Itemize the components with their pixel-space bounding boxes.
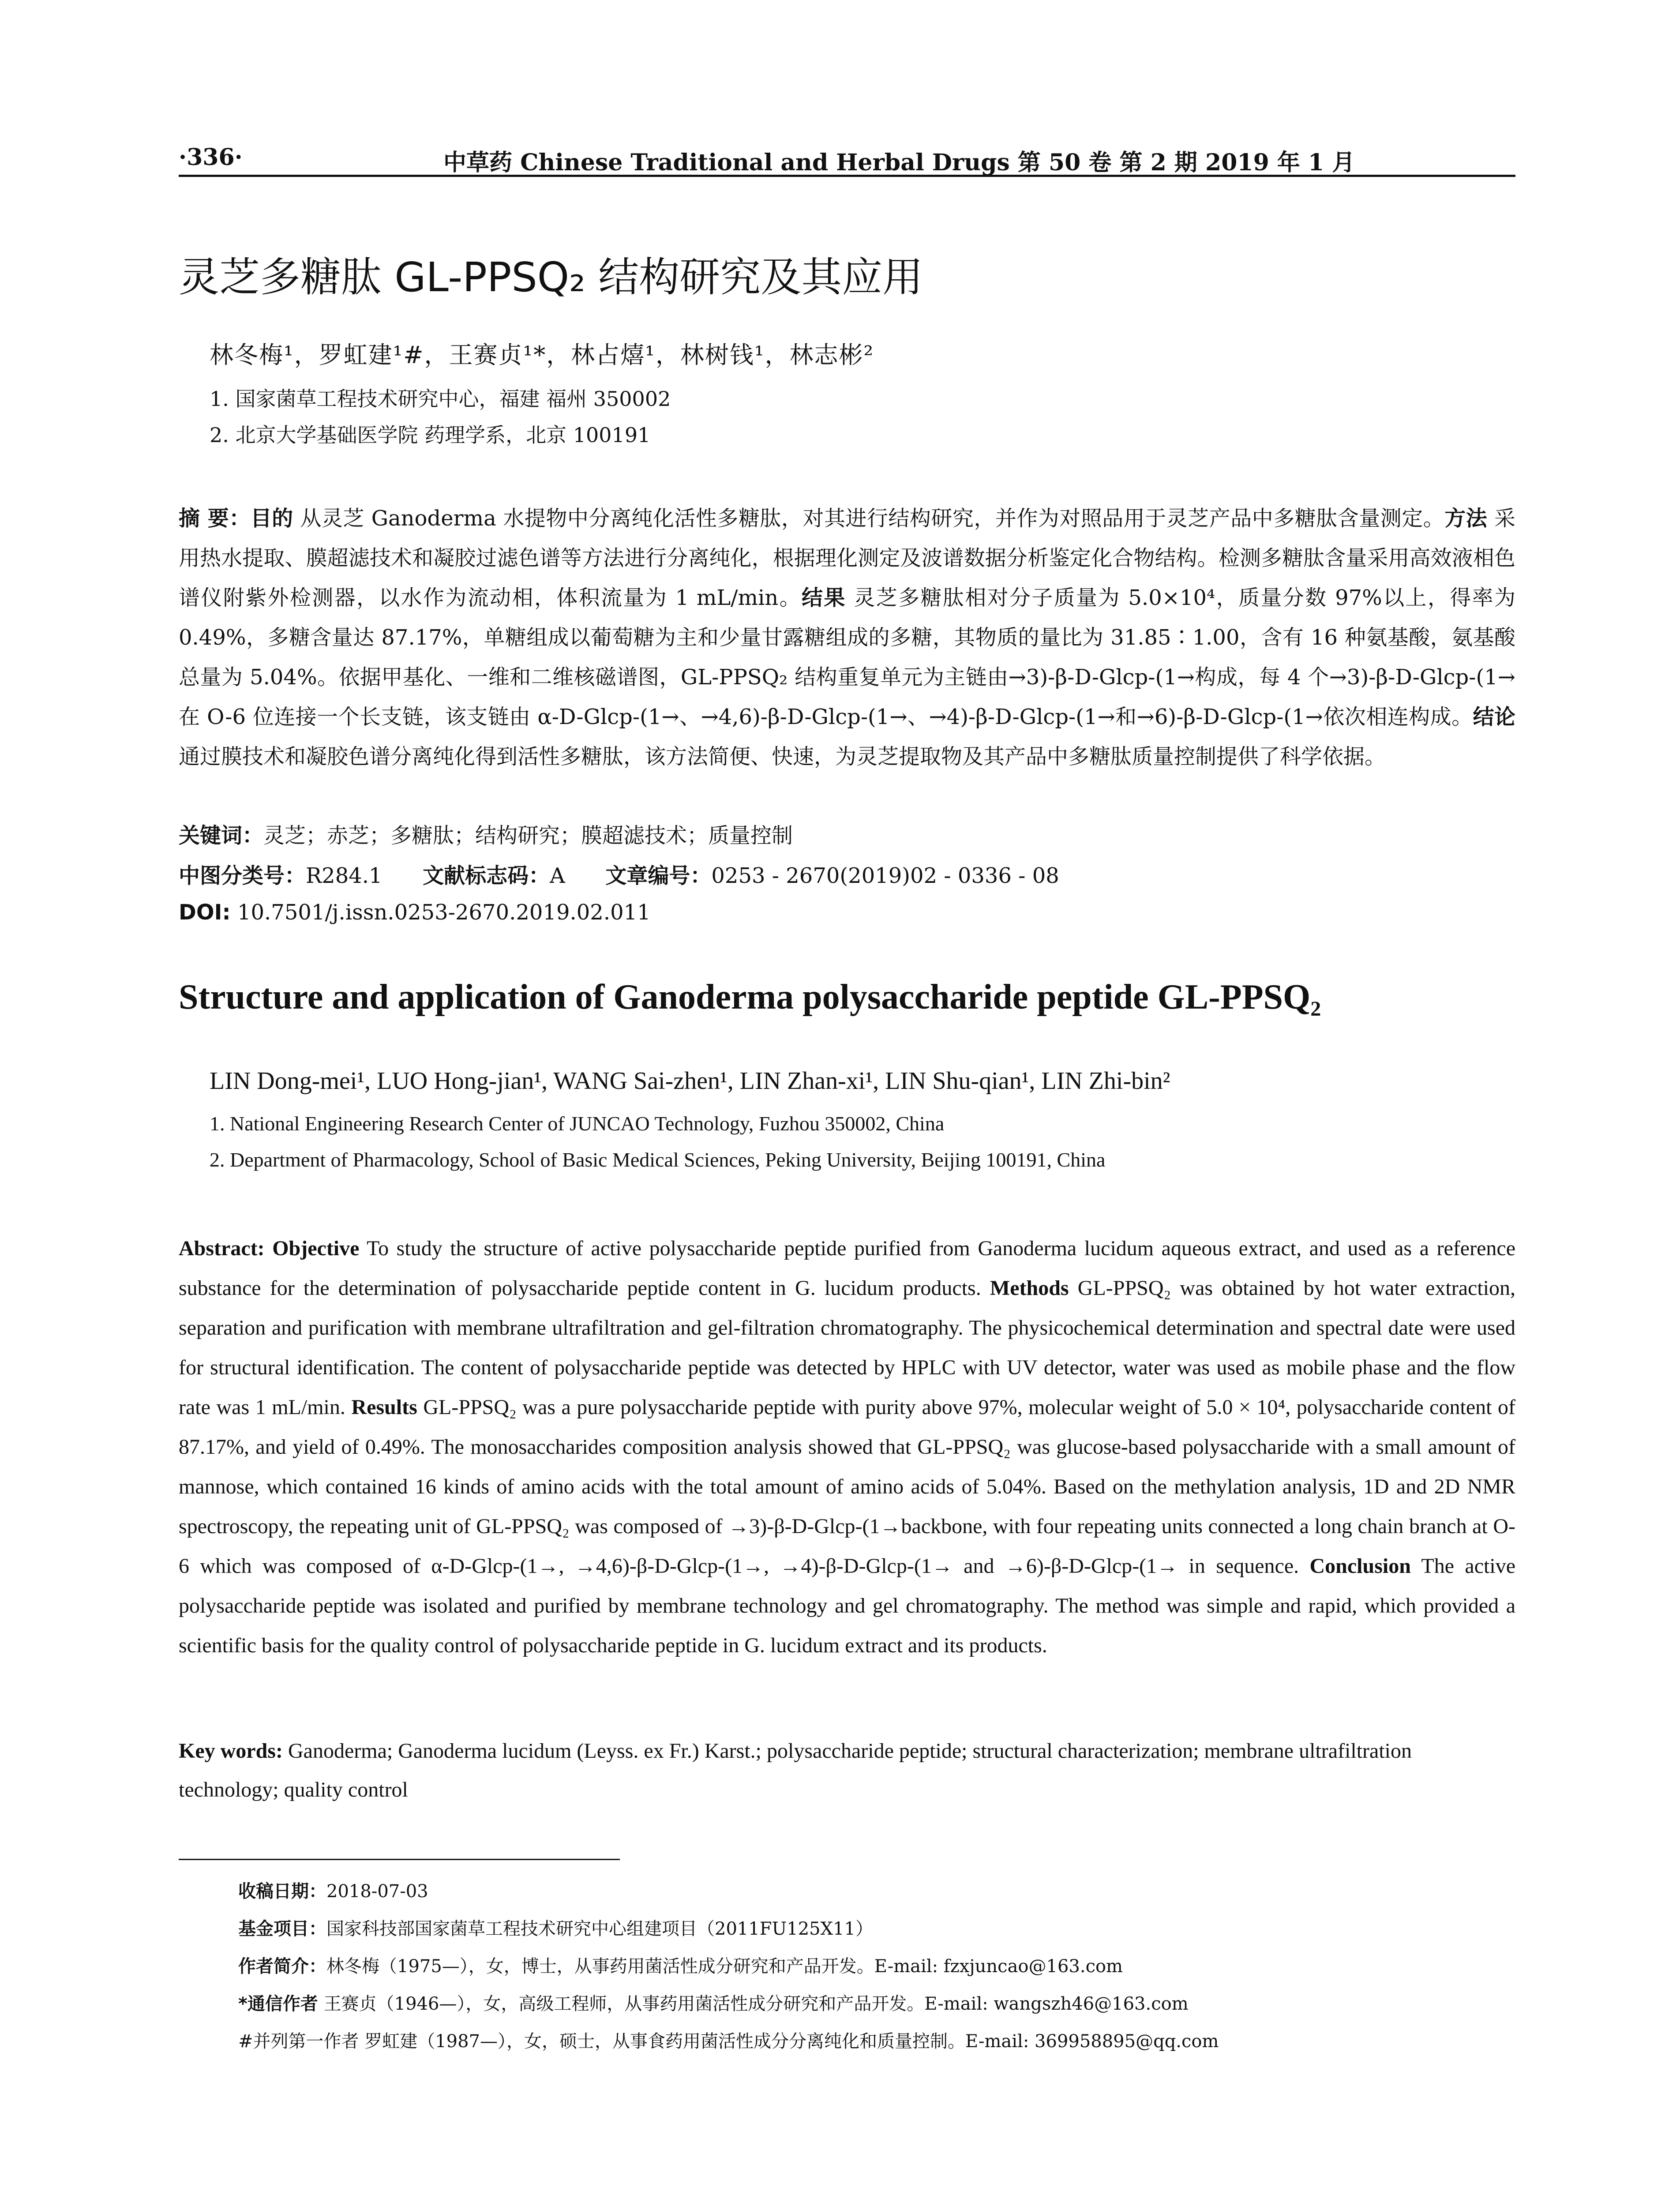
title-english: Structure and application of Ganoderma polysaccharide peptide GL-PPSQ₂ <box>179 978 1321 1017</box>
footnote-label: 基金项目： <box>238 1919 326 1939</box>
article-no-value: 0253 - 2670(2019)02 - 0336 - 08 <box>711 863 1059 888</box>
keywords-chinese <box>179 818 1515 849</box>
footnote-label: 收稿日期： <box>238 1881 326 1902</box>
conclusion-en-label: Conclusion <box>1309 1554 1411 1578</box>
footnote-label: 作者简介： <box>238 1956 326 1977</box>
conclusion-en-text: The active polysaccharide peptide was isolated and purified by membrane technology and gel chromatography. The method was simple and rapid, which provided a scientific basis for the quality control of polysaccharide peptide in G. lucidum extract and its products. <box>179 1554 1516 1657</box>
authors-chinese: 林冬梅¹，罗虹建¹#，王赛贞¹*，林占熺¹，林树钱¹，林志彬² <box>210 341 874 369</box>
affiliation-en-1: 1. National Engineering Research Center of JUNCAO Technology, Fuzhou 350002, China <box>210 1112 945 1135</box>
running-header <box>179 140 1515 177</box>
methods-label: 方法 <box>1444 506 1488 531</box>
footnote-received <box>238 1877 428 1902</box>
methods-en-label: Methods <box>990 1276 1069 1300</box>
footnote-corresponding <box>238 1990 1189 2015</box>
results-en-label: Results <box>351 1396 417 1419</box>
abstract-label: 摘 要： <box>179 506 251 531</box>
doc-code-value: A <box>550 863 565 888</box>
footnote-text: 罗虹建（1987—），女，硕士，从事食药用菌活性成分分离纯化和质量控制。E-mail: 369958895@qq.com <box>364 2031 1219 2052</box>
abstract-en-label: Abstract: <box>179 1237 265 1260</box>
doi-value: 10.7501/j.issn.0253-2670.2019.02.011 <box>237 900 651 925</box>
footnote-text: 2018-07-03 <box>326 1881 428 1902</box>
footnote-label: #并列第一作者 <box>238 2031 359 2052</box>
doc-code-label: 文献标志码： <box>423 863 550 888</box>
page-number: ·336· <box>179 144 243 171</box>
methods-en-text: GL-PPSQ₂ was obtained by hot water extraction, separation and purification with membrane ultrafiltration and gel-filtration chromatography. The physicochemical determination and spectral date were used for structural identification. The content of polysaccharide peptide was detected by HPLC with UV detector, water was used as mobile phase and the flow rate was 1 mL/min. <box>179 1276 1516 1419</box>
keywords-en-text: Ganoderma; Ganoderma lucidum (Leyss. ex Fr.) Karst.; polysaccharide peptide; structural characterization; membrane ultrafiltration technology; quality control <box>179 1739 1412 1801</box>
results-label: 结果 <box>801 585 846 610</box>
journal-info: 中草药 Chinese Traditional and Herbal Drugs 第 50 卷 第 2 期 2019 年 1 月 <box>443 149 1355 176</box>
footnote-author-bio <box>238 1952 1123 1977</box>
affiliation-en-2: 2. Department of Pharmacology, School of Basic Medical Sciences, Peking University, Beijing 100191, China <box>210 1148 1106 1171</box>
classification-line <box>179 859 1515 889</box>
article-no-label: 文章编号： <box>605 863 712 888</box>
methods-text: 采用热水提取、膜超滤技术和凝胶过滤色谱等方法进行分离纯化，根据理化测定及波谱数据分析鉴定化合物结构。检测多糖肽含量采用高效液相色谱仪附紫外检测器，以水作为流动相，体积流量为 1 mL/min。 <box>179 506 1515 610</box>
footnote-funding <box>238 1915 873 1940</box>
affiliation-cn-1: 1. 国家菌草工程技术研究中心，福建 福州 350002 <box>210 387 671 411</box>
objective-en-text: To study the structure of active polysaccharide peptide purified from Ganoderma lucidum aqueous extract, and used as a reference substance for the determination of polysaccharide peptide content in G. lucidum products. <box>179 1237 1516 1300</box>
footnote-cofirst <box>238 2027 1219 2052</box>
conclusion-text: 通过膜技术和凝胶色谱分离纯化得到活性多糖肽，该方法简便、快速，为灵芝提取物及其产品中多糖肽质量控制提供了科学依据。 <box>179 744 1386 769</box>
footnote-label: *通信作者 <box>238 1994 318 2014</box>
clc-value: R284.1 <box>306 863 382 888</box>
affiliation-cn-2: 2. 北京大学基础医学院 药理学系，北京 100191 <box>210 423 651 447</box>
objective-en-label: Objective <box>272 1237 360 1260</box>
abstract-english <box>179 1229 1515 1666</box>
footnote-text: 王赛贞（1946—），女，高级工程师，从事药用菌活性成分研究和产品开发。E-mail: wangszh46@163.com <box>323 1994 1189 2014</box>
keywords-en-label: Key words: <box>179 1739 283 1763</box>
title-chinese: 灵芝多糖肽 GL-PPSQ₂ 结构研究及其应用 <box>179 254 923 301</box>
objective-label: 目的 <box>250 506 293 531</box>
objective-text: 从灵芝 Ganoderma 水提物中分离纯化活性多糖肽，对其进行结构研究，并作为对照品用于灵芝产品中多糖肽含量测定。 <box>300 506 1445 531</box>
keywords-text: 灵芝；赤芝；多糖肽；结构研究；膜超滤技术；质量控制 <box>263 823 793 848</box>
keywords-label: 关键词： <box>179 823 264 848</box>
conclusion-label: 结论 <box>1473 705 1515 729</box>
results-text: 灵芝多糖肽相对分子质量为 5.0×10⁴，质量分数 97%以上，得率为 0.49%，多糖含量达 87.17%，单糖组成以葡萄糖为主和少量甘露糖组成的多糖，其物质的量比为 31.85∶1.00，含有 16 种氨基酸，氨基酸总量为 5.04%。依据甲基化、一维和二维核磁谱图，GL-PPSQ₂ 结构重复单元为主链由→3)-β-D-Glcp-(1→构成，每 4 个→3)-β-D-Glcp-(1→在 O-6 位连接一个长支链，该支链由 α-D-Glcp-(1→、→4,6)-β-D-Glcp-(1→、→4)-β-D-Glcp-(1→和→6)-β-D-Glcp-(1→依次相连构成。 <box>179 585 1515 729</box>
authors-english: LIN Dong-mei¹, LUO Hong-jian¹, WANG Sai-zhen¹, LIN Zhan-xi¹, LIN Shu-qian¹, LIN Zhi-bin² <box>210 1067 1170 1095</box>
doi-line <box>179 900 1515 925</box>
results-en-text: GL-PPSQ₂ was a pure polysaccharide peptide with purity above 97%, molecular weight of 5.0 × 10⁴, polysaccharide content of 87.17%, and yield of 0.49%. The monosaccharides composition analysis showed that GL-PPSQ₂ was glucose-based polysaccharide with a small amount of mannose, which contained 16 kinds of amino acids with the total amount of amino acids of 5.04%. Based on the methylation analysis, 1D and 2D NMR spectroscopy, the repeating unit of GL-PPSQ₂ was composed of →3)-β-D-Glcp-(1→backbone, with four repeating units connected a long chain branch at O-6 which was composed of α-D-Glcp-(1→, →4,6)-β-D-Glcp-(1→, →4)-β-D-Glcp-(1→ and →6)-β-D-Glcp-(1→ in sequence. <box>179 1396 1515 1578</box>
footnote-text: 林冬梅（1975—），女，博士，从事药用菌活性成分研究和产品开发。E-mail: fzxjuncao@163.com <box>326 1956 1123 1977</box>
keywords-english <box>179 1732 1515 1809</box>
footnote-separator <box>179 1851 620 1860</box>
clc-label: 中图分类号： <box>179 863 306 888</box>
footnote-text: 国家科技部国家菌草工程技术研究中心组建项目（2011FU125X11） <box>326 1919 873 1939</box>
doi-label: DOI: <box>179 900 231 925</box>
abstract-chinese <box>179 499 1515 777</box>
